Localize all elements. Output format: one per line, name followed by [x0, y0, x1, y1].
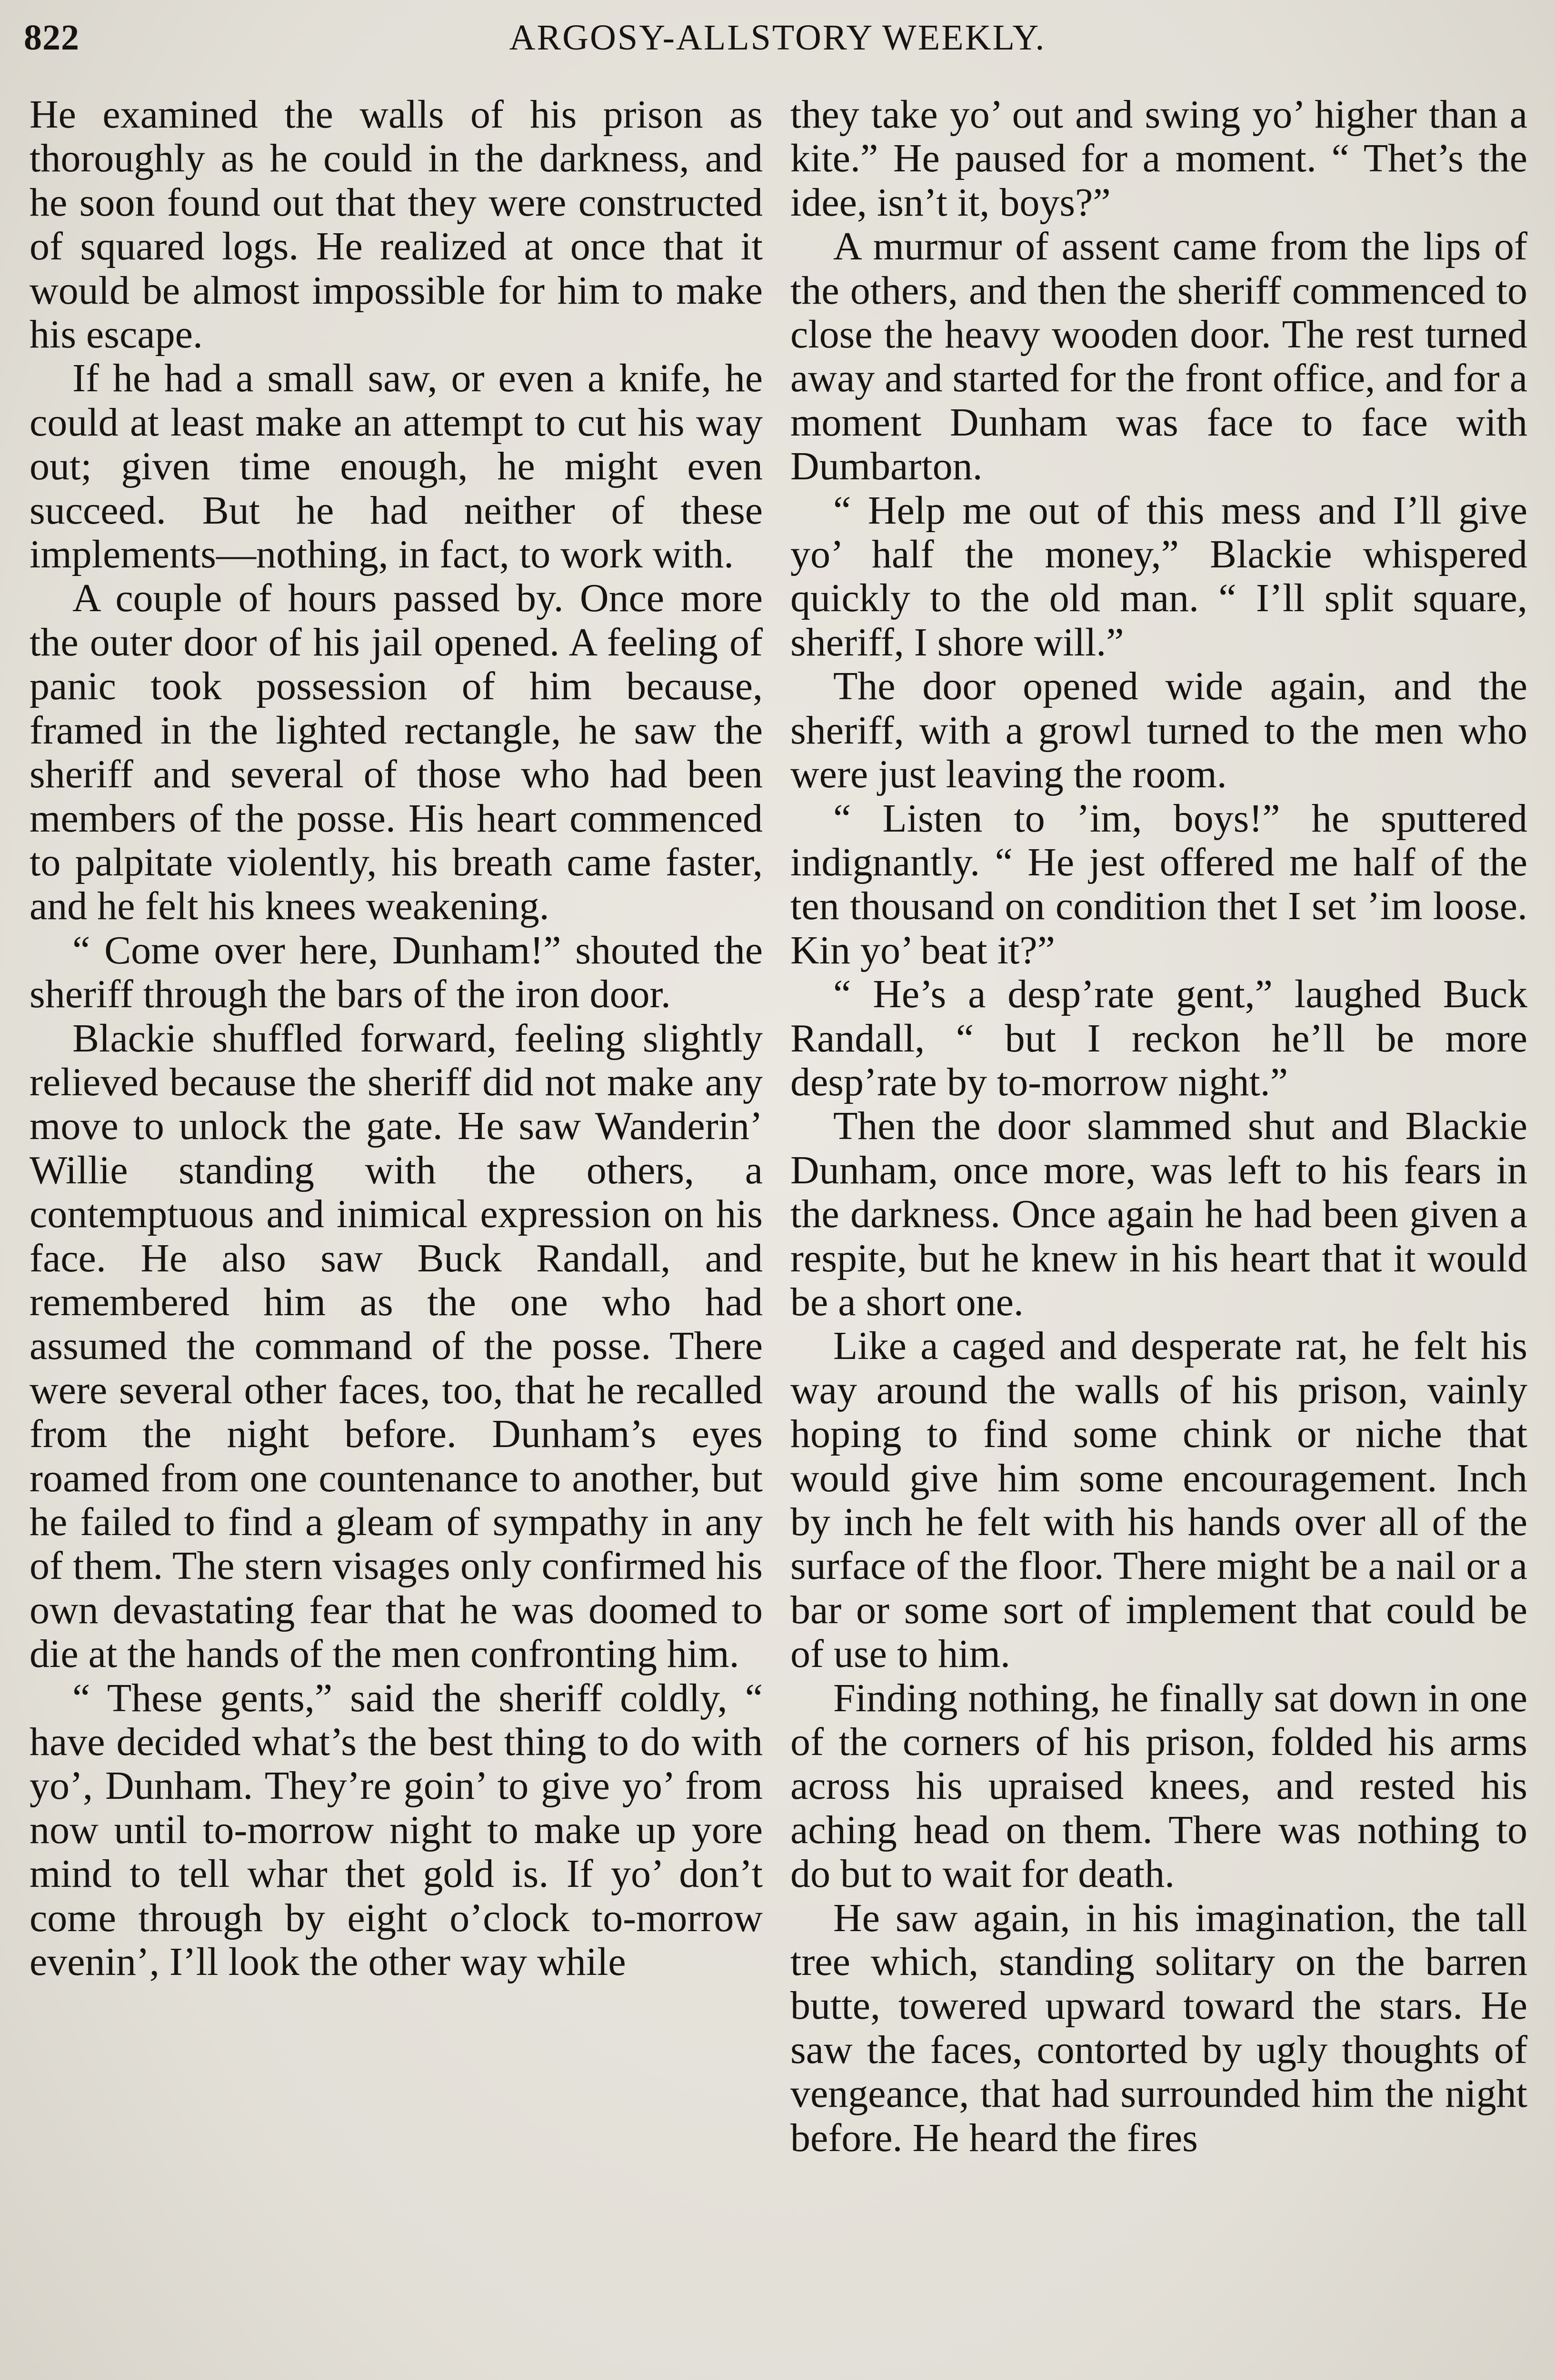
paragraph: If he had a small saw, or even a knife, he could at least make an attempt to cut his way out; given time enough, he might even succeed. But he had neither of these implements—nothing, in fact, to work with. [30, 356, 763, 577]
right-column [790, 93, 1527, 2160]
paragraph: A murmur of assent came from the lips of the others, and then the sheriff commenced to close the heavy wooden door. The rest turned away and started for the front office, and for a moment Dunham was face to face with Dumbarton. [790, 224, 1527, 489]
paragraph: “ Listen to ’im, boys!” he sputtered indignantly. “ He jest offered me half of the ten thousand on condition thet I set ’im loose. Kin yo’ beat it?” [790, 796, 1527, 972]
paragraph: He examined the walls of his prison as thoroughly as he could in the darkness, and he soon found out that they were constructed of squared logs. He realized at once that it would be almost impossible for him to make his escape. [30, 92, 763, 357]
running-title: ARGOSY-ALLSTORY WEEKLY. [509, 18, 1046, 58]
page-header [24, 14, 1531, 67]
paragraph: Finding nothing, he finally sat down in one of the corners of his prison, folded his arms across his upraised knees, and rested his aching head on them. There was nothing to do but to wait for death. [790, 1676, 1527, 1896]
paragraph: Blackie shuffled forward, feeling slightly relieved because the sheriff did not make any move to unlock the gate. He saw Wanderin’ Willie standing with the others, a contemptuous and inimical expression on his face. He also saw Buck Randall, and remembered him as the one who had assumed the command of the posse. There were several other faces, too, that he recalled from the night before. Dunham’s eyes roamed from one countenance to another, but he failed to find a gleam of sympathy in any of them. The stern visages only confirmed his own devastating fear that he was doomed to die at the hands of the men confronting him. [30, 1016, 763, 1676]
paragraph: He saw again, in his imagination, the tall tree which, standing solitary on the barren butte, towered upward toward the stars. He saw the faces, contorted by ugly thoughts of vengeance, that had surrounded him the night before. He heard the fires [790, 1895, 1527, 2160]
paragraph: Like a caged and desperate rat, he felt his way around the walls of his prison, vainly hoping to find some chink or niche that would give him some encouragement. Inch by inch he felt with his hands over all of the surface of the floor. There might be a nail or a bar or some sort of implement that could be of use to him. [790, 1324, 1527, 1676]
paragraph: “ Come over here, Dunham!” shouted the sheriff through the bars of the iron door. [30, 928, 763, 1017]
paragraph: Then the door slammed shut and Blackie Dunham, once more, was left to his fears in the darkness. Once again he had been given a respite, but he knew in his heart that it would be a short one. [790, 1104, 1527, 1324]
paragraph: A couple of hours passed by. Once more the outer door of his jail opened. A feeling of panic took possession of him because, framed in the lighted rectangle, he saw the sheriff and several of those who had been members of the posse. His heart commenced to palpitate violently, his breath came faster, and he felt his knees weakening. [30, 576, 763, 929]
left-column [30, 93, 763, 1984]
paragraph: “ Help me out of this mess and I’ll give yo’ half the money,” Blackie whispered quickly to the old man. “ I’ll split square, sheriff, I shore will.” [790, 488, 1527, 664]
paragraph: they take yo’ out and swing yo’ higher than a kite.” He paused for a moment. “ Thet’s the idee, isn’t it, boys?” [790, 92, 1527, 225]
paragraph: “ These gents,” said the sheriff coldly, “ have decided what’s the best thing to do with yo’, Dunham. They’re goin’ to give yo’ from now until to-morrow night to make up yore mind to tell whar thet gold is. If yo’ don’t come through by eight o’clock to-morrow evenin’, I’ll look the other way while [30, 1676, 763, 1984]
page-number: 822 [24, 18, 80, 58]
paragraph: The door opened wide again, and the sheriff, with a growl turned to the men who were just leaving the room. [790, 664, 1527, 797]
paragraph: “ He’s a desp’rate gent,” laughed Buck Randall, “ but I reckon he’ll be more desp’rate by to-morrow night.” [790, 972, 1527, 1104]
